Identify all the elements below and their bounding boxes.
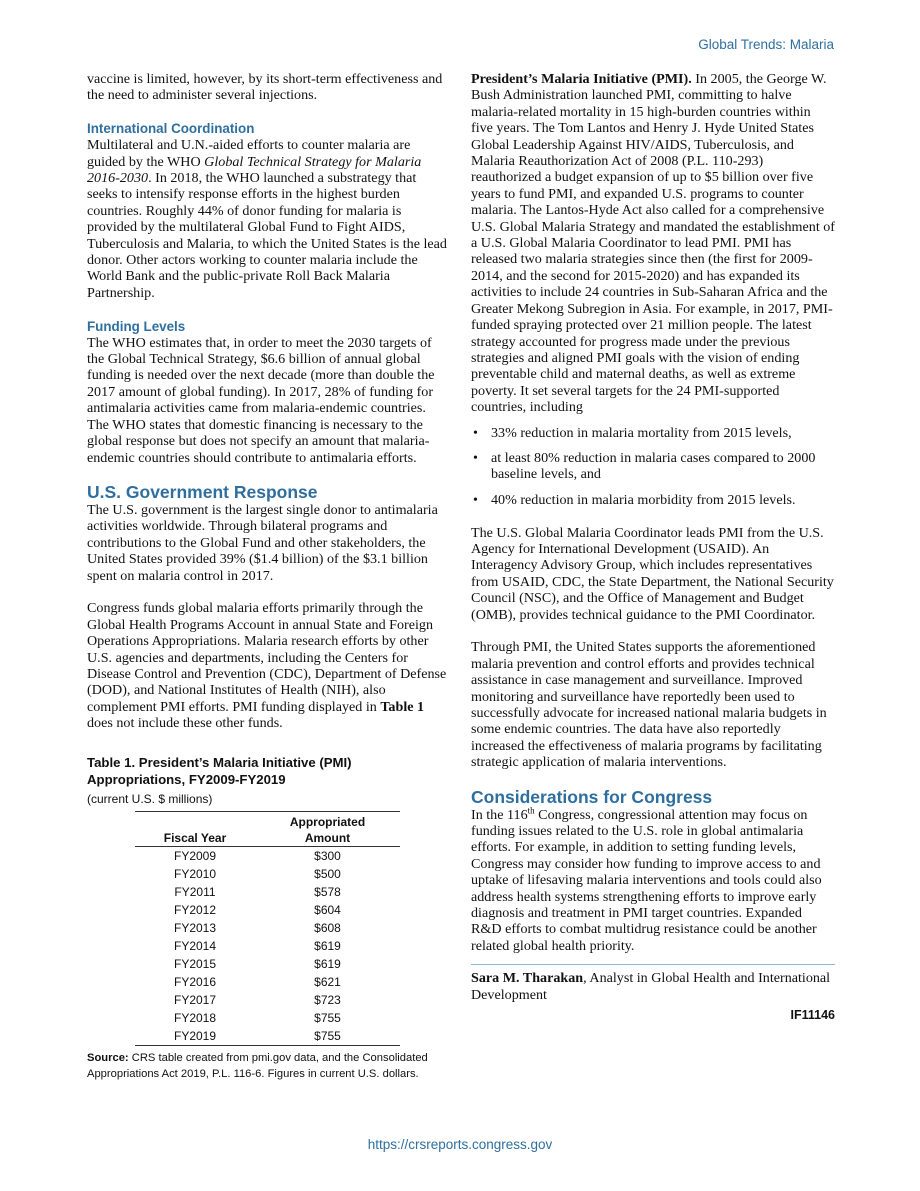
international-coordination-paragraph: Multilateral and U.N.-aided efforts to counter malaria are guided by the WHO Global Technical Strategy for Malaria 2016-2030. In 2018, the WHO launched a substrategy that seeks to intensify response efforts in the highest burden countries. Roughly 44% of donor funding for malaria is provided by the multilateral Global Fund to Fight AIDS, Tuberculosis and Malaria, to which the United States is the lead donor. Other actors working to counter malaria include the World Bank and the public-private Roll Back Malaria Partnership. <box>87 137 447 301</box>
running-header-title: Global Trends: Malaria <box>698 37 834 52</box>
amount-cell: $300 <box>314 848 341 863</box>
fiscal-year-cell: FY2018 <box>173 1010 217 1025</box>
fiscal-year-cell: FY2019 <box>135 1027 255 1046</box>
amount-cell: $619 <box>314 938 341 953</box>
left-column <box>87 71 449 1082</box>
pmi-appropriations-table <box>135 811 400 1046</box>
fiscal-year-cell: FY2015 <box>173 956 217 971</box>
table-row <box>135 955 400 973</box>
list-item: • at least 80% reduction in malaria cases compared to 2000 baseline levels, and <box>471 450 835 483</box>
fiscal-year-cell: FY2011 <box>174 884 216 899</box>
amount-cell: $578 <box>314 884 341 899</box>
table-title: Table 1. President’s Malaria Initiative (PMI) Appropriations, FY2009-FY2019 <box>87 754 352 787</box>
table-row <box>135 1009 400 1027</box>
fiscal-year-cell: FY2014 <box>173 938 217 953</box>
table-row <box>135 991 400 1009</box>
pmi-targets-list <box>471 425 835 509</box>
table-row <box>135 883 400 901</box>
amount-cell: $619 <box>314 956 341 971</box>
author-divider <box>471 964 835 965</box>
fiscal-year-cell: FY2013 <box>173 920 217 935</box>
amount-cell: $500 <box>314 866 341 881</box>
pmi-support-paragraph: Through PMI, the United States supports the aforementioned malaria prevention and control efforts and provides technical assistance in case management and surveillance. Improved monitoring and surveillance have reportedly been used to successfully advocate for increased national malaria budgets in some endemic countries. The data have also reportedly increased the effectiveness of malaria programs by facilitating strategic application of malaria interventions. <box>471 639 827 771</box>
table-row <box>135 901 400 919</box>
list-item: • 40% reduction in malaria morbidity from 2015 levels. <box>471 492 835 508</box>
us-government-response-heading: U.S. Government Response <box>87 481 318 502</box>
table-row <box>135 919 400 937</box>
us-government-paragraph-2: Congress funds global malaria efforts primarily through the Global Health Programs Account in annual State and Foreign Operations Appropriations. Malaria research efforts by other U.S. agencies and departments, including the Centers for Disease Control and Prevention (CDC), Department of Defense (DOD), and National Institutes of Health (NIH), also complement PMI efforts. PMI funding displayed in Table 1 does not include these other funds. <box>87 600 447 732</box>
footer-url-link[interactable]: https://crsreports.congress.gov <box>367 1137 553 1152</box>
international-coordination-heading: International Coordination <box>87 121 255 137</box>
considerations-paragraph: In the 116th Congress, congressional attention may focus on funding issues related to the U.S. role in global antimalaria efforts. For example, in addition to setting funding levels, Congress may consider how funding to improve access to and uptake of lifesaving malaria interventions and tools could also address health systems strengthening efforts to improve early diagnosis and treatment in PMI target countries. Expanded R&D efforts to combat multidrug resistance could be another related global health priority. <box>471 804 822 954</box>
table-subtitle: (current U.S. $ millions) <box>87 791 213 806</box>
table-source-note: Source: CRS table created from pmi.gov data, and the Consolidated Appropriations Act 2019, P.L. 116-6. Figures in current U.S. dollars. <box>87 1051 428 1080</box>
document-id: IF11146 <box>790 1008 835 1023</box>
table-row <box>135 846 400 865</box>
amount-cell: $755 <box>314 1010 341 1025</box>
table-header-amount: Appropriated Amount <box>255 811 400 846</box>
right-column <box>471 71 835 1024</box>
fiscal-year-cell: FY2016 <box>173 974 217 989</box>
fiscal-year-cell: FY2012 <box>173 902 217 917</box>
pmi-paragraph: President’s Malaria Initiative (PMI). In 2005, the George W. Bush Administration launched PMI, committing to halve malaria-related mortality in 15 high-burden countries within five years. The Tom Lantos and Henry J. Hyde United States Global Leadership Against HIV/AIDS, Tuberculosis, and Malaria Reauthorization Act of 2008 (P.L. 110-293) reauthorized a budget expansion of up to $5 billion over five years to fund PMI, and expanded U.S. programs to counter malaria. The Lantos-Hyde Act also called for a comprehensive U.S. Global Malaria Strategy and mandated the establishment of a U.S. Global Malaria Coordinator to lead PMI. PMI has released two malaria strategies since then (the first for 2009-2014, and the second for 2015-2020) and has expanded its activities to include 24 countries in Sub-Saharan Africa and the Greater Mekong Subregion in Asia. For example, in 2017, PMI-funded spraying protected over 21 million people. The latest strategy accounted for progress made under the previous strategies and aligned PMI goals with the vision of ending preventable child and maternal deaths, as well as extreme poverty. It set several targets for the 24 PMI-supported countries, including <box>471 71 835 416</box>
amount-cell: $755 <box>255 1027 400 1046</box>
intro-paragraph: vaccine is limited, however, by its short-term effectiveness and the need to administer several injections. <box>87 71 443 104</box>
amount-cell: $723 <box>314 992 341 1007</box>
list-item: • 33% reduction in malaria mortality from 2015 levels, <box>471 425 835 441</box>
table-header-fiscal-year: Fiscal Year <box>135 811 255 846</box>
table-row <box>135 865 400 883</box>
amount-cell: $604 <box>314 902 341 917</box>
table-row <box>135 1027 400 1046</box>
coordinator-paragraph: The U.S. Global Malaria Coordinator leads PMI from the U.S. Agency for International Development (USAID). An Interagency Advisory Group, which includes representatives from USAID, CDC, the State Department, the National Security Council (NSC), and the Office of Management and Budget (OMB), provides technical guidance to the PMI Coordinator. <box>471 524 834 623</box>
author-signature: Sara M. Tharakan, Analyst in Global Health and International Development <box>471 970 831 1003</box>
funding-levels-paragraph: The WHO estimates that, in order to meet the 2030 targets of the Global Technical Strategy, $6.6 billion of annual global funding is needed over the next decade (more than double the 2017 amount of global funding). In 2017, 28% of funding for antimalaria activities came from malaria-endemic countries. The WHO states that domestic financing is necessary to the global response but does not specify an amount that malaria-endemic countries should contribute to antimalaria efforts. <box>87 334 435 466</box>
amount-cell: $608 <box>314 920 341 935</box>
table-row <box>135 937 400 955</box>
considerations-for-congress-heading: Considerations for Congress <box>471 786 713 807</box>
table-row <box>135 973 400 991</box>
fiscal-year-cell: FY2009 <box>173 848 217 863</box>
fiscal-year-cell: FY2017 <box>173 992 217 1007</box>
us-government-paragraph-1: The U.S. government is the largest single donor to antimalaria activities worldwide. Through bilateral programs and contributions to the Global Fund and other stakeholders, the United States provided 39% ($1.4 billion) of the $3.1 billion spent on malaria control in 2017. <box>87 501 438 584</box>
fiscal-year-cell: FY2010 <box>173 866 217 881</box>
amount-cell: $621 <box>314 974 341 989</box>
funding-levels-heading: Funding Levels <box>87 318 186 334</box>
